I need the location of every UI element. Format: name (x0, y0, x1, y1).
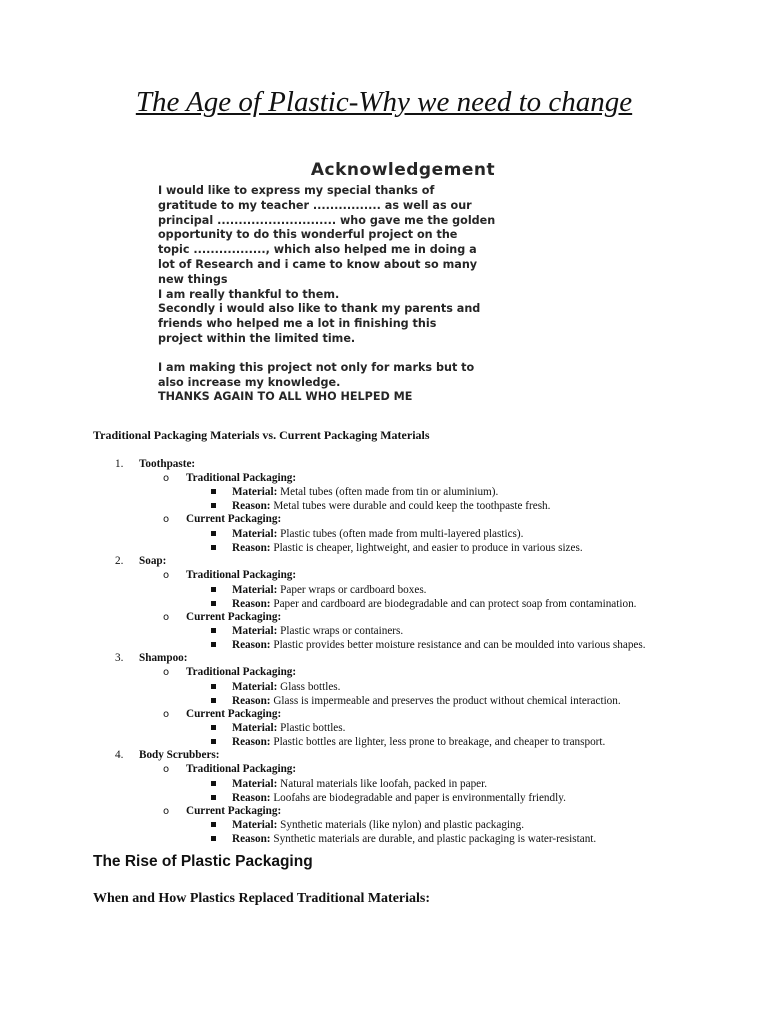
detail-text: Plastic bottles. (280, 722, 346, 735)
square-bullet-icon (211, 795, 216, 800)
detail-label: Reason: (232, 791, 271, 804)
detail-label: Material: (232, 722, 278, 735)
ack-spacer (158, 347, 618, 361)
detail-label: Material: (232, 486, 278, 499)
square-bullet-icon (211, 642, 216, 647)
square-bullet-icon (211, 781, 216, 786)
hollow-circle-bullet-icon: o (163, 611, 170, 623)
sub-item-label: Traditional Packaging: (186, 665, 297, 678)
detail-material (93, 583, 733, 597)
square-bullet-icon (211, 836, 216, 841)
detail-material (93, 818, 733, 832)
sub-item-label: Current Packaging: (186, 610, 282, 623)
detail-material (93, 721, 733, 735)
sub-item-label: Traditional Packaging: (186, 471, 297, 484)
ack-line: I am really thankful to them. (158, 287, 340, 301)
detail-text: Plastic tubes (often made from multi-layered plastics). (280, 528, 524, 541)
square-bullet-icon (211, 684, 216, 689)
detail-text: Plastic provides better moisture resistance and can be moulded into various shapes. (273, 639, 646, 652)
detail-reason (93, 735, 733, 749)
sub-item-current (93, 513, 733, 527)
acknowledgement-body (158, 184, 618, 405)
item-number: 3. (115, 652, 124, 665)
packaging-list (93, 458, 733, 846)
sub-item-label: Current Packaging: (186, 707, 282, 720)
sub-item-traditional (93, 472, 733, 486)
sub-item-current (93, 708, 733, 722)
hollow-circle-bullet-icon: o (163, 708, 170, 720)
hollow-circle-bullet-icon: o (163, 569, 170, 581)
acknowledgement-image (158, 160, 618, 405)
sub-item-label: Current Packaging: (186, 513, 282, 526)
ack-line: I would like to express my special thanks of (158, 184, 435, 197)
detail-label: Reason: (232, 639, 271, 652)
detail-material (93, 527, 733, 541)
square-bullet-icon (211, 503, 216, 508)
detail-label: Material: (232, 680, 278, 693)
detail-reason (93, 499, 733, 513)
detail-text: Loofahs are biodegradable and paper is environmentally friendly. (273, 791, 566, 804)
detail-label: Material: (232, 819, 278, 832)
detail-text: Paper wraps or cardboard boxes. (280, 583, 427, 596)
list-item (93, 749, 733, 763)
document-title: The Age of Plastic-Why we need to change (135, 86, 633, 118)
detail-label: Material: (232, 583, 278, 596)
detail-material (93, 680, 733, 694)
detail-label: Material: (232, 777, 278, 790)
detail-text: Metal tubes (often made from tin or aluminium). (280, 486, 499, 499)
square-bullet-icon (211, 822, 216, 827)
ack-line: opportunity to do this wonderful project on the (158, 228, 458, 242)
ack-line: project within the limited time. (158, 331, 356, 345)
detail-material (93, 624, 733, 638)
detail-label: Reason: (232, 500, 271, 513)
square-bullet-icon (211, 725, 216, 730)
item-number: 4. (115, 749, 124, 762)
acknowledgement-heading: Acknowledgement (310, 160, 496, 180)
sub-item-current (93, 611, 733, 625)
detail-text: Metal tubes were durable and could keep the toothpaste fresh. (273, 500, 551, 513)
hollow-circle-bullet-icon: o (163, 514, 170, 526)
detail-label: Material: (232, 528, 278, 541)
heading-when-and-how: When and How Plastics Replaced Traditional Materials: (93, 891, 431, 906)
detail-text: Synthetic materials are durable, and plastic packaging is water-resistant. (273, 833, 597, 846)
detail-reason (93, 791, 733, 805)
detail-text: Plastic wraps or containers. (280, 625, 404, 638)
detail-text: Glass is impermeable and preserves the product without chemical interaction. (273, 694, 621, 707)
list-item (93, 652, 733, 666)
detail-text: Plastic is cheaper, lightweight, and easier to produce in various sizes. (273, 542, 583, 555)
ack-line: principal ............................ who gave me the golden (158, 213, 496, 227)
detail-label: Reason: (232, 694, 271, 707)
detail-text: Plastic bottles are lighter, less prone to breakage, and cheaper to transport. (273, 736, 606, 749)
item-name: Soap: (139, 555, 167, 568)
detail-text: Natural materials like loofah, packed in paper. (280, 777, 488, 790)
sub-item-traditional (93, 666, 733, 680)
detail-label: Reason: (232, 833, 271, 846)
ack-line: I am making this project not only for marks but to (158, 360, 475, 374)
detail-reason (93, 832, 733, 846)
ack-line: topic ................., which also helped me in doing a (158, 243, 477, 257)
hollow-circle-bullet-icon: o (163, 666, 170, 678)
ack-line: lot of Research and i came to know about so many (158, 257, 478, 271)
detail-text: Glass bottles. (280, 680, 341, 693)
item-name: Shampoo: (139, 652, 188, 665)
detail-reason (93, 597, 733, 611)
section-heading: Traditional Packaging Materials vs. Current Packaging Materials (93, 428, 430, 442)
item-number: 2. (115, 555, 124, 568)
hollow-circle-bullet-icon: o (163, 764, 170, 776)
detail-label: Reason: (232, 736, 271, 749)
sub-item-label: Current Packaging: (186, 804, 282, 817)
square-bullet-icon (211, 587, 216, 592)
detail-reason (93, 638, 733, 652)
item-name: Body Scrubbers: (139, 749, 220, 762)
detail-material (93, 777, 733, 791)
detail-text: Synthetic materials (like nylon) and plastic packaging. (280, 819, 525, 832)
square-bullet-icon (211, 601, 216, 606)
heading-rise-of-plastic: The Rise of Plastic Packaging (93, 853, 313, 870)
square-bullet-icon (211, 739, 216, 744)
list-item (93, 458, 733, 472)
square-bullet-icon (211, 628, 216, 633)
list-item (93, 555, 733, 569)
detail-label: Reason: (232, 597, 271, 610)
ack-line: THANKS AGAIN TO ALL WHO HELPED ME (158, 390, 413, 404)
item-name: Toothpaste: (139, 458, 196, 470)
detail-label: Reason: (232, 542, 271, 555)
square-bullet-icon (211, 489, 216, 494)
detail-material (93, 485, 733, 499)
detail-text: Paper and cardboard are biodegradable and can protect soap from contamination. (273, 597, 637, 610)
ack-line: friends who helped me a lot in finishing this (158, 317, 437, 331)
ack-line: also increase my knowledge. (158, 375, 341, 389)
sub-item-traditional (93, 569, 733, 583)
square-bullet-icon (211, 531, 216, 536)
ack-line: new things (158, 272, 228, 286)
item-number: 1. (115, 458, 124, 470)
detail-reason (93, 541, 733, 555)
sub-item-current (93, 805, 733, 819)
sub-item-traditional (93, 763, 733, 777)
hollow-circle-bullet-icon: o (163, 472, 170, 484)
ack-line: gratitude to my teacher ................ as well as our (158, 198, 472, 212)
ack-line: Secondly i would also like to thank my parents and (158, 302, 481, 316)
sub-item-label: Traditional Packaging: (186, 763, 297, 776)
square-bullet-icon (211, 545, 216, 550)
square-bullet-icon (211, 698, 216, 703)
hollow-circle-bullet-icon: o (163, 805, 170, 817)
detail-reason (93, 694, 733, 708)
sub-item-label: Traditional Packaging: (186, 568, 297, 581)
detail-label: Material: (232, 625, 278, 638)
